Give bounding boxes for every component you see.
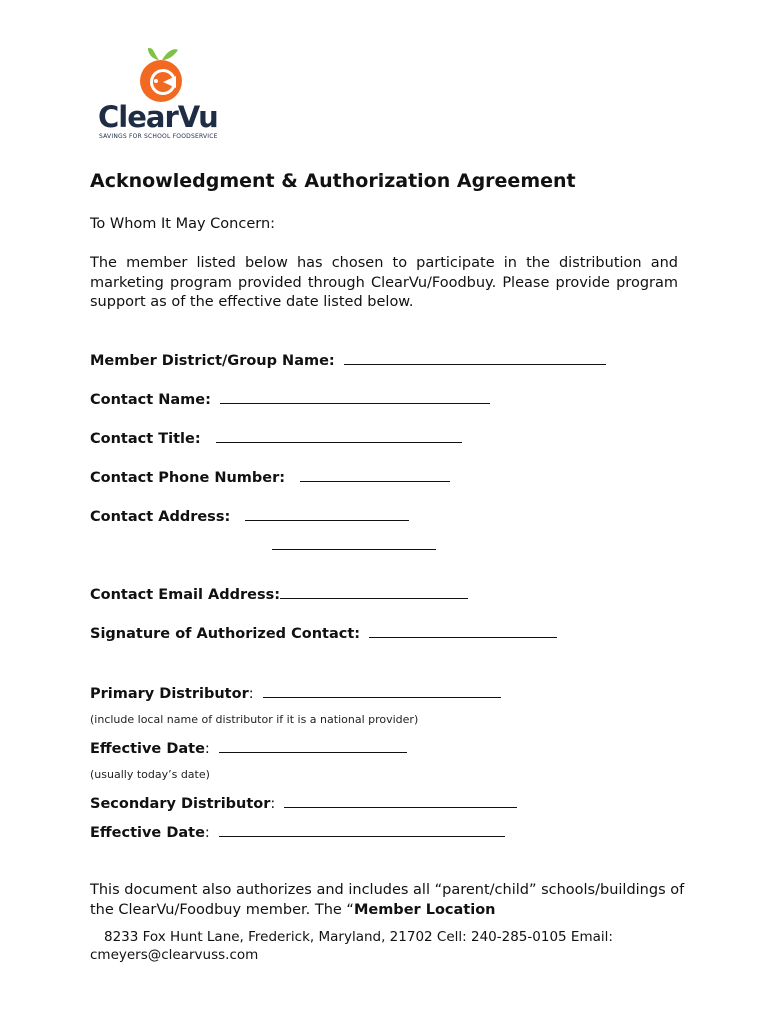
footer <box>90 928 690 964</box>
contact-phone-label: Contact Phone Number: <box>90 470 286 486</box>
effective-date-1-label: Effective Date <box>90 741 205 757</box>
intro-paragraph: The member listed below has chosen to participate in the distribution and marketing program provided through ClearVu/Foodbuy. Please provide program support as of the effective date listed below. <box>90 255 678 310</box>
primary-distributor-note: (include local name of distributor if it is a national provider) <box>90 713 419 726</box>
primary-distributor-label: Primary Distributor <box>90 686 249 702</box>
salutation: To Whom It May Concern: <box>90 216 276 232</box>
contact-phone-line[interactable] <box>300 467 450 482</box>
closing-paragraph <box>90 880 690 920</box>
contact-email-label: Contact Email Address: <box>90 587 281 603</box>
effective-date-1-field: Effective Date: <box>90 738 407 757</box>
member-district-field <box>90 350 606 369</box>
leaf-left <box>148 48 159 60</box>
contact-title-line[interactable] <box>216 428 462 443</box>
primary-distributor-line[interactable] <box>263 683 501 698</box>
secondary-distributor-field: Secondary Distributor: <box>90 793 517 812</box>
closing-bold: Member Location <box>353 902 496 918</box>
contact-address-line-2[interactable] <box>272 549 436 550</box>
contact-address-label: Contact Address: <box>90 509 231 525</box>
contact-name-label: Contact Name: <box>90 392 211 408</box>
logo-wordmark: ClearVu <box>98 100 218 134</box>
effective-date-1-note: (usually today’s date) <box>90 768 210 781</box>
contact-address-line-1[interactable] <box>245 506 409 521</box>
closing-text: This document also authorizes and includes all “parent/child” schools/buildings of the ClearVu/Foodbuy member. The “ <box>90 882 685 918</box>
contact-name-line[interactable] <box>220 389 490 404</box>
contact-name-field <box>90 389 490 408</box>
effective-date-1-line[interactable] <box>219 738 407 753</box>
footer-address: 8233 Fox Hunt Lane, Frederick, Maryland, 21702 Cell: 240-285-0105 Email: <box>104 929 613 945</box>
leaf-right <box>162 49 178 60</box>
contact-phone-field <box>90 467 450 486</box>
effective-date-2-label: Effective Date <box>90 825 205 841</box>
page-title: Acknowledgment & Authorization Agreement <box>90 170 576 192</box>
secondary-distributor-line[interactable] <box>284 793 517 808</box>
contact-email-field <box>90 584 468 603</box>
contact-title-field <box>90 428 462 447</box>
member-district-label: Member District/Group Name: <box>90 353 335 369</box>
contact-email-line[interactable] <box>280 584 468 599</box>
primary-distributor-field: Primary Distributor: <box>90 683 501 702</box>
footer-email: cmeyers@clearvuss.com <box>90 947 259 963</box>
effective-date-2-line[interactable] <box>219 822 505 837</box>
member-district-line[interactable] <box>344 350 606 365</box>
signature-label: Signature of Authorized Contact: <box>90 626 361 642</box>
logo-tagline: SAVINGS FOR SCHOOL FOODSERVICE <box>99 133 218 140</box>
effective-date-2-field: Effective Date: <box>90 822 505 841</box>
signature-line[interactable] <box>369 623 557 638</box>
secondary-distributor-label: Secondary Distributor <box>90 796 271 812</box>
signature-field <box>90 623 557 642</box>
contact-address-field <box>90 506 409 525</box>
contact-title-label: Contact Title: <box>90 431 201 447</box>
